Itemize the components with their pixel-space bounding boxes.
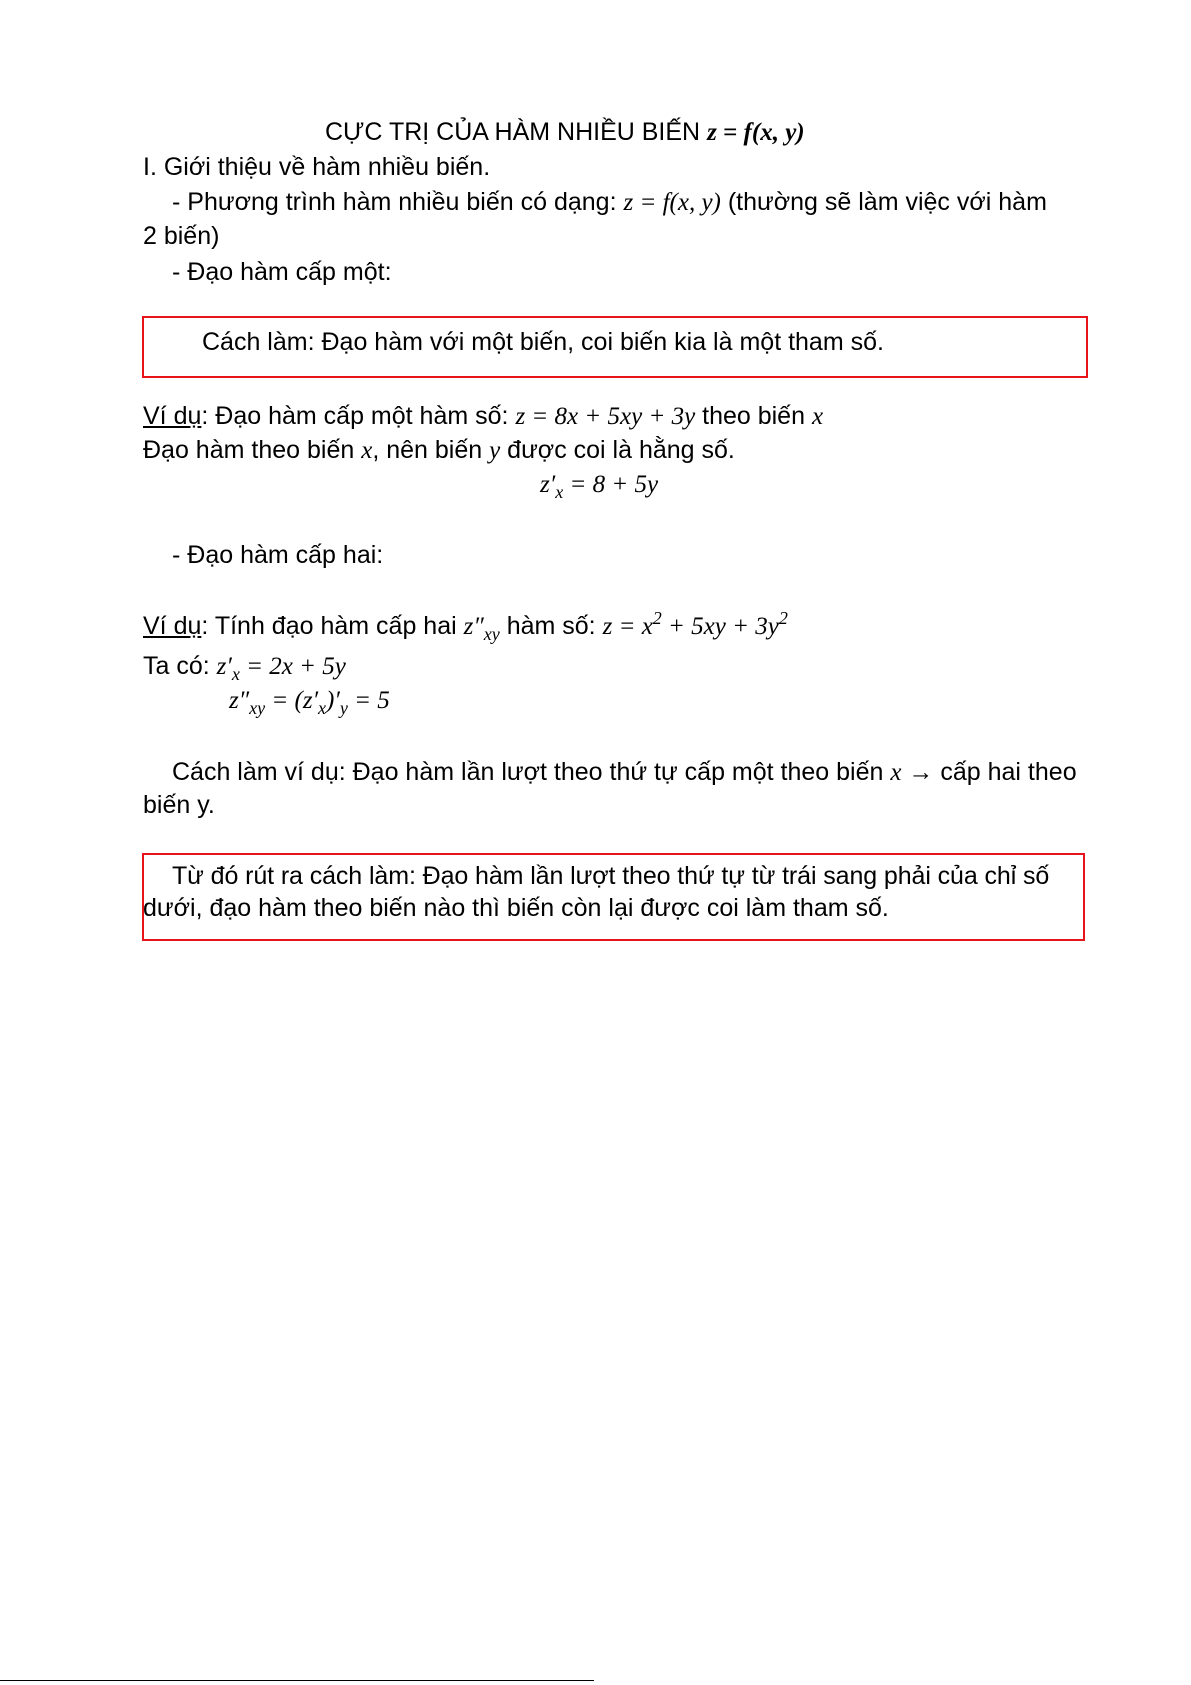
example2-step2-sub2: x xyxy=(318,697,327,718)
example1-colon: : xyxy=(201,402,209,430)
page-title xyxy=(325,118,805,148)
example1-line2 xyxy=(143,436,735,466)
bullet-second-derivative: - Đạo hàm cấp hai: xyxy=(172,541,384,569)
example1-line2-a: Đạo hàm theo biến xyxy=(143,436,355,464)
box2-line2: dưới, đạo hàm theo biến nào thì biến còn lại được coi làm tham số. xyxy=(143,894,889,922)
example2-label: Ví dụ xyxy=(143,612,202,640)
example2-step2-rhs: = 5 xyxy=(354,687,390,714)
example1-result xyxy=(540,471,658,500)
example1-suffix: theo biến xyxy=(702,402,805,430)
example1-line1 xyxy=(143,402,823,432)
example2-step1-rhs: = 2x + 5y xyxy=(246,653,346,680)
example2-step2 xyxy=(229,687,390,716)
example2-text-a: Tính đạo hàm cấp hai xyxy=(214,612,457,640)
example1-result-rhs: = 8 + 5y xyxy=(569,471,659,498)
example2-z2: z″ xyxy=(463,613,484,640)
example1-text: Đạo hàm cấp một hàm số: xyxy=(215,402,509,430)
bullet1-prefix: - Phương trình hàm nhiều biến có dạng: xyxy=(172,188,617,216)
example2-colon: : xyxy=(201,612,209,640)
section-heading: I. Giới thiệu về hàm nhiều biến. xyxy=(143,153,491,181)
example1-line2-y: y xyxy=(489,437,501,464)
footnote-separator xyxy=(0,1680,594,1681)
box1-text: Cách làm: Đạo hàm với một biến, coi biến kia là một tham số. xyxy=(202,328,884,356)
example2-sup2: 2 xyxy=(778,608,788,629)
example2-step2-paren: )′ xyxy=(326,687,340,714)
example2-z2-sub: xy xyxy=(483,623,500,644)
example1-formula: z = 8x + 5xy + 3y xyxy=(515,403,696,430)
example2-formula-a: z = x xyxy=(602,613,653,640)
example2-line1 xyxy=(143,608,788,644)
bullet-first-derivative: - Đạo hàm cấp một: xyxy=(172,258,392,286)
example2-formula-b: + 5xy + 3y xyxy=(668,613,779,640)
example2-step1-lhs: z′ xyxy=(216,653,232,680)
method-line1-a: Cách làm ví dụ: Đạo hàm lần lượt theo thứ tự cấp một theo biến xyxy=(172,758,884,786)
box2-line1: Từ đó rút ra cách làm: Đạo hàm lần lượt theo thứ tự từ trái sang phải của chỉ số xyxy=(172,862,1050,890)
bullet1-suffix: (thường sẽ làm việc với hàm xyxy=(727,188,1047,216)
example2-step2-sub: xy xyxy=(249,697,266,718)
example1-label: Ví dụ xyxy=(143,402,202,430)
title-formula: z = f(x, y) xyxy=(707,119,805,146)
bullet1-formula: z = f(x, y) xyxy=(623,189,721,216)
method-line1-c: cấp hai theo xyxy=(940,758,1077,786)
example2-sup1: 2 xyxy=(652,608,662,629)
method-line1-x: x xyxy=(890,759,902,786)
example2-step2-mid: = (z′ xyxy=(271,687,319,714)
example1-result-lhs: z′ xyxy=(540,471,556,498)
example1-var: x xyxy=(811,403,824,430)
method-line2: biến y. xyxy=(143,791,215,819)
example2-step2-sub3: y xyxy=(339,697,348,718)
bullet-function-form xyxy=(172,188,1047,218)
method-line1 xyxy=(172,758,1077,788)
example1-line2-b: , nên biến xyxy=(372,436,483,464)
title-text: CỰC TRỊ CỦA HÀM NHIỀU BIẾN xyxy=(325,118,701,146)
method-arrow: → xyxy=(908,759,934,786)
example2-step1-sub: x xyxy=(231,663,240,684)
example1-result-sub: x xyxy=(555,481,564,502)
bullet1-continuation: 2 biến) xyxy=(143,222,220,250)
example2-step2-lhs: z″ xyxy=(229,687,250,714)
example2-text-b: hàm số: xyxy=(506,612,596,640)
example2-taco: Ta có: xyxy=(143,652,210,680)
example1-line2-x: x xyxy=(361,437,373,464)
example1-line2-c: được coi là hằng số. xyxy=(507,436,735,464)
example2-step1 xyxy=(143,652,346,682)
